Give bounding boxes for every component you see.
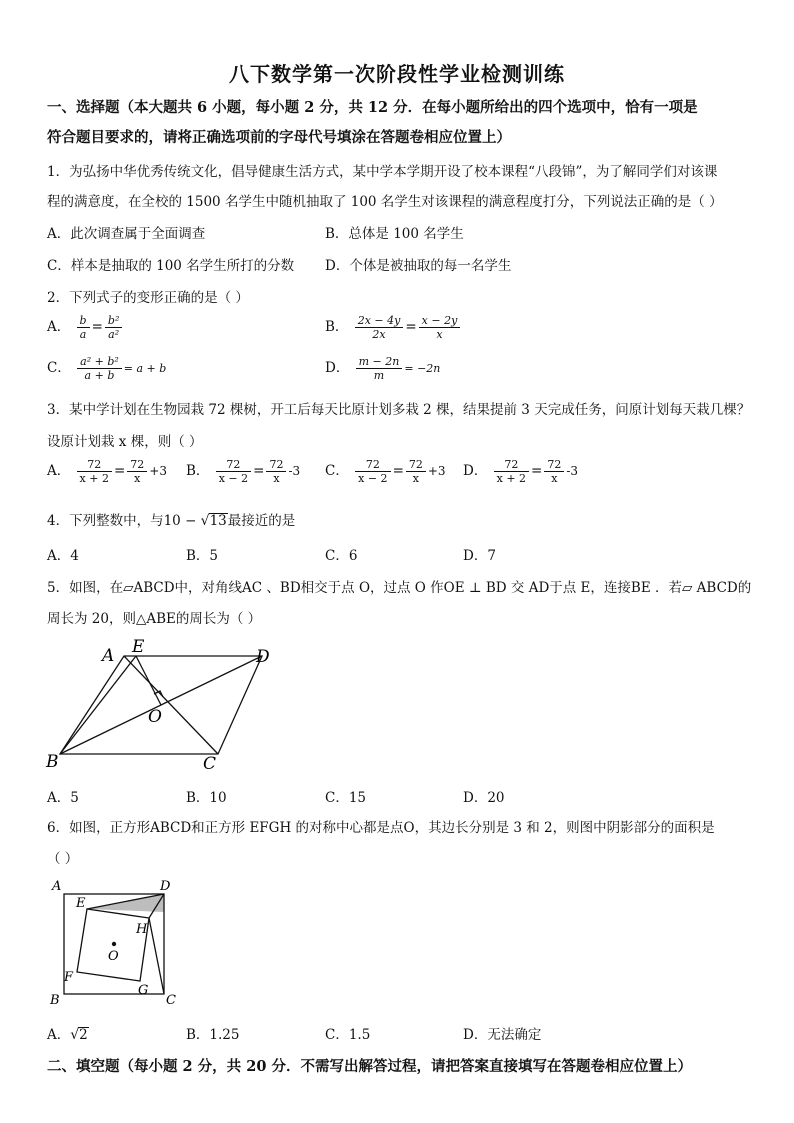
q5-stem-line2: 周长为 20，则△ABE的周长为（ ） [47,611,262,627]
q5-label-d: D [256,647,270,667]
q5-segment-be [60,656,136,754]
q3-option-a: A． $\frac{72}{x + 2}$ = $\frac{72}{x}$ +3 [47,458,167,485]
q1-option-c: C．样本是抽取的 100 名学生所打的分数 [47,258,295,274]
q1-stem-line2: 程的满意度，在全校的 1500 名学生中随机抽取了 100 名学生对该课程的满意程度打分，下列说法正确的是（ ） [47,194,723,210]
q3-b-frac2: $\frac{72}{x}$ [266,458,286,485]
q3-option-b: B． $\frac{72}{x - 2}$ = $\frac{72}{x}$ -3 [186,458,301,485]
q3-c-frac2: $\frac{72}{x}$ [406,458,426,485]
q3-a-frac1: $\frac{72}{x + 2}$ [77,458,112,485]
q6-a-radicand: 2 [79,1027,88,1043]
q5-option-c: C．15 [325,790,367,806]
q6-label-f: F [64,970,74,985]
q6-center-point [112,942,116,946]
q2-c-frac: $\frac{\text{a² + b²}}{a + b}$ [77,355,122,382]
q2-d-label: D． [325,360,350,376]
q1-option-b: B．总体是 100 名学生 [325,226,464,242]
q5-option-a: A．5 [47,790,79,806]
q4-option-b: B．5 [186,548,219,564]
q4-radicand: 13 [209,513,227,529]
q4-stem-pre: 4．下列整数中，与 [47,513,164,529]
q6-option-d: D．无法确定 [463,1027,542,1043]
q5-stem-line1: 5．如图，在▱ABCD中，对角线AC 、BD相交于点 O，过点 O 作OE ⊥ BD 交 AD于点 E，连接BE ．若▱ ABCD的 [47,580,752,596]
q2-a-frac1: $\frac{b}{a}$ [77,314,90,341]
page-title: 八下数学第一次阶段性学业检测训练 [229,62,565,86]
q6-stem-line1: 6．如图，正方形ABCD和正方形 EFGH 的对称中心都是点O，其边长分别是 3 和 2，则图中阴影部分的面积是 [47,820,715,836]
q6-label-g: G [138,983,149,998]
q5-label-b: B [46,752,59,772]
q1-stem-line1: 1．为弘扬中华优秀传统文化，倡导健康生活方式，某中学本学期开设了校本课程“八段锦”，为了解同学们对该课 [47,164,718,180]
q2-option-c [47,355,166,382]
q2-option-a: A． $\frac{b}{a}$ = $\frac{\text{b²}}{\text{a²}}$ [47,314,124,341]
q5-diagonal-ac [124,656,218,754]
q3-d-tail: -3 [566,464,579,478]
q1-option-a: A．此次调查属于全面调查 [47,226,206,242]
q6-label-b: B [50,993,60,1008]
q3-option-d: D． $\frac{72}{x + 2}$ = $\frac{72}{x}$ -3 [463,458,579,485]
q3-a-label: A． [47,463,71,479]
q3-stem-line1: 3．某中学计划在生物园栽 72 棵树，开工后每天比原计划多栽 2 棵，结果提前 3 天完成任务，问原计划每天栽几棵？ [47,402,751,418]
section1-heading-line2: 符合题目要求的，请将正确选项前的字母代号填涂在答题卷相应位置上） [47,129,511,146]
q5-option-b: B．10 [186,790,227,806]
q3-d-label: D． [463,463,488,479]
q5-label-c: C [203,754,217,774]
q2-a-label: A． [47,319,71,335]
q6-label-o: O [108,949,119,964]
q5-label-a: A [102,646,115,666]
q3-a-frac2: $\frac{72}{x}$ [127,458,147,485]
q6-segment-hc [149,918,164,994]
q5-label-e: E [132,637,145,657]
q2-d-rhs: = −2n [404,362,441,375]
q3-option-c: C． $\frac{72}{x - 2}$ = $\frac{72}{x}$ +3 [325,458,446,485]
q3-b-label: B． [186,463,210,479]
q5-parallelogram-figure [40,636,290,776]
q6-label-a: A [52,879,62,894]
q4-stem: 4．下列整数中，与10 − √13最接近的是 [47,513,296,529]
q4-option-d: D．7 [463,548,496,564]
q2-option-b: B． $\frac{2x - 4y}{2x}$ = $\frac{x - 2y}{x}$ [325,314,462,341]
section2-heading: 二、填空题（每小题 2 分，共 20 分．不需写出解答过程，请把答案直接填写在答题卷相应位置上） [47,1058,692,1075]
q3-c-label: C． [325,463,349,479]
q6-option-a: A．√2 [47,1027,88,1043]
q5-option-d: D．20 [463,790,505,806]
q6-label-c: C [166,993,176,1008]
q2-c-label: C． [47,360,71,376]
q4-option-c: C．6 [325,548,358,564]
q4-expr: 10 − [163,513,201,529]
q3-stem-line2: 设原计划栽 x 棵，则（ ） [47,434,203,450]
q4-stem-post: 最接近的是 [227,513,296,529]
q2-b-frac1: $\frac{2x - 4y}{2x}$ [355,314,404,341]
q6-option-c: C．1.5 [325,1027,371,1043]
q5-label-o: O [148,707,162,727]
q2-b-label: B． [325,319,349,335]
q4-option-a: A．4 [47,548,79,564]
q2-c-rhs: = a + b [123,362,167,375]
q6-label-d: D [160,879,171,894]
q1-option-d: D．个体是被抽取的每一名学生 [325,258,512,274]
q6-squares-figure [44,876,194,1010]
q6-stem-line2: （ ） [47,851,79,867]
q6-label-e: E [76,896,86,911]
section1-heading-line1: 一、选择题（本大题共 6 小题，每小题 2 分，共 12 分．在每小题所给出的四个选项中，恰有一项是 [47,99,698,116]
q3-a-tail: +3 [149,464,167,478]
q2-b-frac2: $\frac{x - 2y}{x}$ [419,314,461,341]
q6-option-b: B．1.25 [186,1027,240,1043]
q2-stem: 2．下列式子的变形正确的是（ ） [47,290,249,306]
q3-c-tail: +3 [427,464,446,478]
q2-d-frac: $\frac{m - 2n}{m}$ [356,355,403,382]
q2-option-d [325,355,440,382]
q3-c-frac1: $\frac{72}{x - 2}$ [355,458,390,485]
q3-d-frac2: $\frac{72}{x}$ [544,458,564,485]
q6-a-label: A． [47,1027,71,1043]
q2-a-frac2: $\frac{\text{b²}}{\text{a²}}$ [105,314,122,341]
q3-b-frac1: $\frac{72}{x - 2}$ [216,458,251,485]
q3-b-tail: -3 [288,464,301,478]
q6-label-h: H [136,922,148,937]
q3-d-frac1: $\frac{72}{x + 2}$ [494,458,529,485]
q5-segment-eo [136,656,161,705]
